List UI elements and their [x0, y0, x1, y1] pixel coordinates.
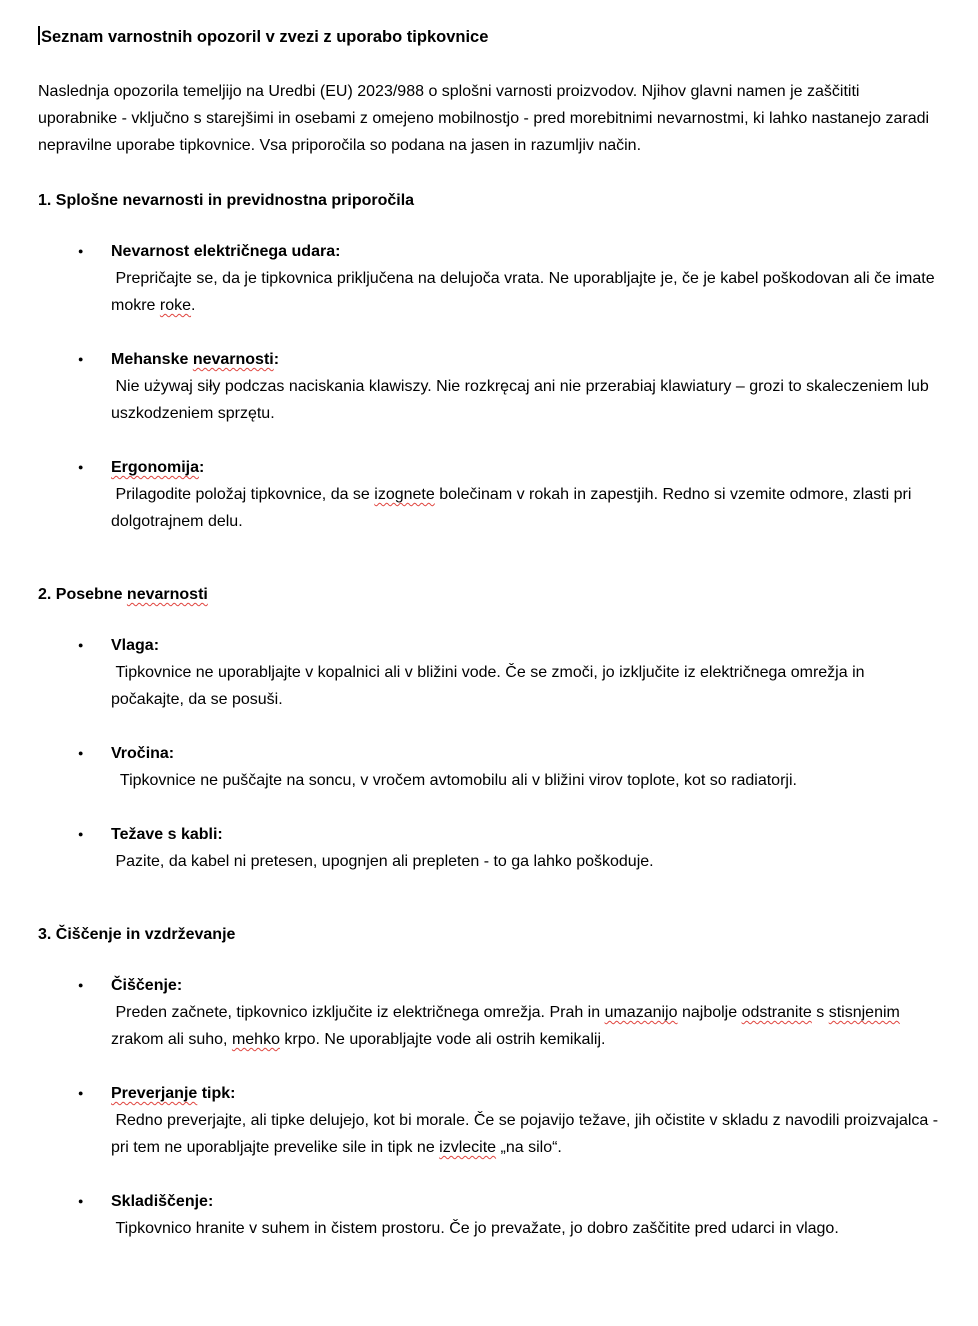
item-label — [111, 826, 223, 843]
text-segment: s — [811, 1004, 829, 1021]
document-title[interactable] — [38, 24, 940, 51]
list-item[interactable] — [78, 1188, 940, 1242]
text-segment: Skladiščenje: — [111, 1193, 214, 1210]
intro-paragraph[interactable]: Naslednja opozorila temeljijo na Uredbi (EU) 2023/988 o splošni varnosti proizvodov. Njihov glavni namen je zaščititi uporabnike - vključno s starejšimi in osebami z omejeno mobilnostjo - pred morebitnimi nevarnostmi, ki lahko nastanejo zaradi nepravilne uporabe tipkovnice. Vsa priporočila so podana na jasen in razumljiv način. — [38, 83, 930, 154]
text-segment: Vlaga: — [111, 637, 160, 654]
item-body — [111, 853, 654, 870]
text-segment: Redno preverjajte, ali tipke delujejo, kot bi morale. Če se pojavijo težave, jih očistite v skladu z navodili proizvajalca - pri tem ne uporabljajte prevelike sile in tipk ne — [111, 1112, 943, 1156]
text-segment: Vročina: — [111, 745, 175, 762]
text-segment: . — [191, 297, 196, 314]
text-segment: Nevarnost električnega udara: — [111, 243, 341, 260]
text-segment: zrakom ali suho, — [111, 1004, 905, 1048]
item-label — [111, 351, 279, 368]
misspelled-word: nevarnosti — [192, 351, 274, 368]
text-segment: tipk: — [197, 1085, 236, 1102]
item-label — [111, 745, 174, 762]
text-segment: Težave s kabli: — [111, 826, 223, 843]
list-item[interactable] — [78, 238, 940, 319]
misspelled-word: roke — [159, 297, 192, 314]
misspelled-word: stisnjenim — [828, 1004, 900, 1021]
item-label — [111, 1085, 236, 1102]
list-item[interactable] — [78, 972, 940, 1053]
text-segment: Čiščenje: — [111, 977, 183, 994]
misspelled-word: izvlecite — [439, 1139, 497, 1156]
text-segment: 2. Posebne — [38, 586, 127, 603]
section-heading[interactable] — [38, 187, 940, 214]
list-item[interactable] — [78, 454, 940, 535]
list-item[interactable] — [78, 821, 940, 875]
misspelled-word: nevarnosti — [126, 586, 208, 603]
text-segment: 1. Splošne nevarnosti in previdnostna priporočila — [38, 192, 415, 209]
item-body — [111, 1112, 943, 1156]
item-body — [111, 772, 797, 789]
sections-container — [38, 187, 943, 1242]
item-body — [111, 664, 869, 708]
text-segment: Tipkovnice ne uporabljajte v kopalnici ali v bližini vode. Če se zmoči, jo izključite iz električnega omrežja in počakajte, da se posuši. — [111, 664, 869, 708]
list-item[interactable] — [78, 346, 940, 427]
text-segment: Mehanske — [111, 351, 193, 368]
misspelled-word: odstranite — [741, 1004, 812, 1021]
text-segment: Nie używaj siły podczas naciskania klawiszy. Nie rozkręcaj ani nie przerabiaj klawiatury – grozi to skaleczeniem lub uszkodzeniem sprzętu. — [111, 378, 934, 422]
section-heading[interactable] — [38, 921, 940, 948]
misspelled-word: izognete — [374, 486, 435, 503]
misspelled-word: umazanijo — [604, 1004, 678, 1021]
document-title-text: Seznam varnostnih opozoril v zvezi z uporabo tipkovnice — [41, 28, 489, 46]
section-heading[interactable] — [38, 581, 940, 608]
misspelled-word: mehko — [231, 1031, 280, 1048]
text-cursor — [38, 26, 40, 45]
text-segment: Tipkovnice ne puščajte na soncu, v vročem avtomobilu ali v bližini virov toplote, kot so radiatorji. — [111, 772, 797, 789]
text-segment: 3. Čiščenje in vzdrževanje — [38, 926, 236, 943]
text-segment: Pazite, da kabel ni pretesen, upognjen ali prepleten - to ga lahko poškoduje. — [111, 853, 654, 870]
list-item[interactable] — [78, 740, 940, 794]
text-segment: Tipkovnico hranite v suhem in čistem prostoru. Če jo prevažate, jo dobro zaščitite pred udarci in vlago. — [111, 1220, 839, 1237]
item-label — [111, 459, 204, 476]
item-label — [111, 977, 182, 994]
list-item[interactable] — [78, 632, 940, 713]
text-segment: : — [273, 351, 280, 368]
item-body — [111, 270, 939, 314]
bullet-list — [78, 238, 940, 535]
bullet-list — [78, 632, 940, 875]
item-body — [111, 1004, 904, 1048]
text-segment: Prepričajte se, da je tipkovnica priključena na delujoča vrata. Ne uporabljajte je, če je kabel poškodovan ali če imate mokre — [111, 270, 940, 314]
item-label — [111, 637, 159, 654]
bullet-list — [78, 972, 943, 1242]
text-segment: krpo. Ne uporabljajte vode ali ostrih kemikalij. — [279, 1031, 606, 1048]
text-segment: Prilagodite položaj tipkovnice, da se — [111, 486, 375, 503]
misspelled-word: Preverjanje — [111, 1085, 198, 1102]
text-segment: „na silo“. — [496, 1139, 562, 1156]
item-body — [111, 378, 933, 422]
text-segment: najbolje — [677, 1004, 742, 1021]
text-segment: bolečinam v rokah in zapestjih. Redno si vzemite odmore, zlasti pri dolgotrajnem delu. — [111, 486, 916, 530]
item-label — [111, 243, 340, 260]
item-label — [111, 1193, 213, 1210]
misspelled-word: Ergonomija — [111, 459, 200, 476]
text-segment: : — [199, 459, 205, 476]
item-body — [111, 1220, 839, 1237]
text-segment: Preden začnete, tipkovnico izključite iz električnega omrežja. Prah in — [111, 1004, 605, 1021]
list-item[interactable] — [78, 1080, 943, 1161]
item-body — [111, 486, 916, 530]
